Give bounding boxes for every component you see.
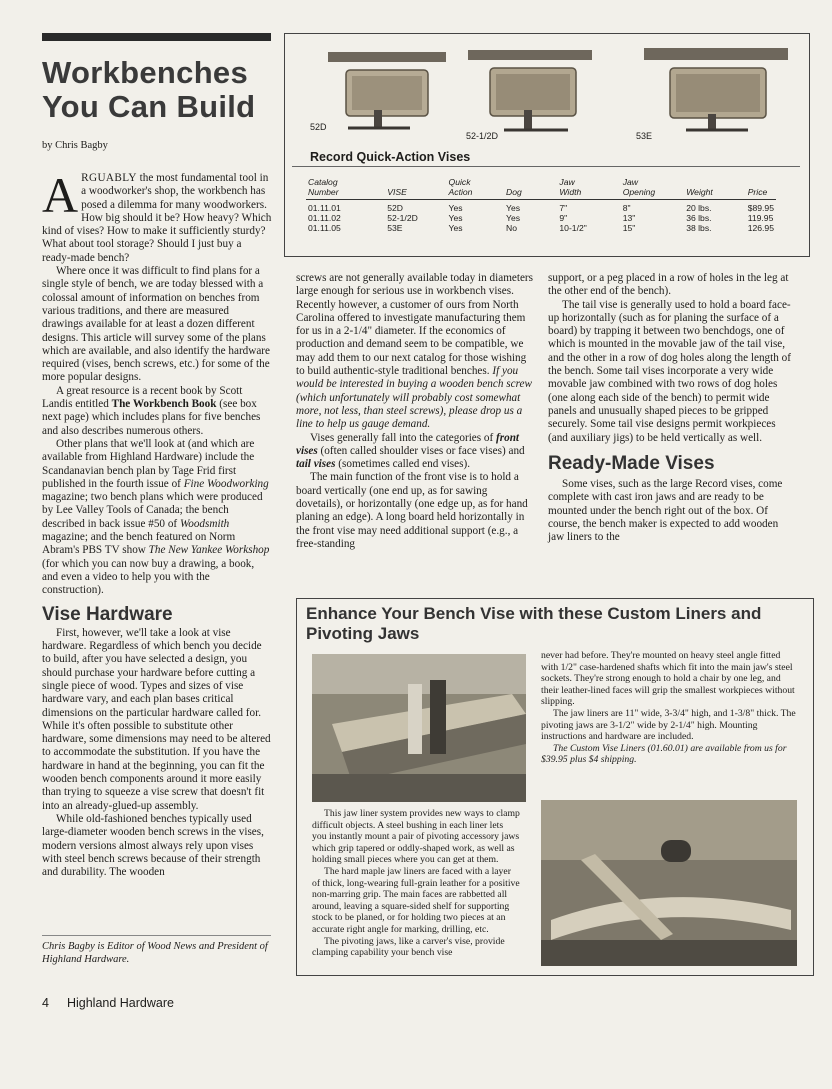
liner-box-title: Enhance Your Bench Vise with these Custom Liners and Pivoting Jaws — [306, 604, 762, 643]
lead-caps: RGUABLY — [81, 172, 137, 184]
paragraph: The tail vise is generally used to hold a board face-up horizontally (such as for planing the surface of a board) by trapping it between two benchdogs, one of which is mounted in the movable jaw of the tail vise, and the other in a row of dog holes along the length of the bench. Some tail vises incorporate a very wide movable jaw combined with two rows of dog holes (one along each side of the bench) to permit wide panels and unusually shaped pieces to be gripped securely. Some tail vise designs permit workpieces (and auxiliary jigs) to be held vertically as well. — [548, 298, 791, 444]
pivoting-jaws-photo — [541, 800, 797, 966]
author-note: Chris Bagby is Editor of Wood News and President of Highland Hardware. — [42, 941, 268, 965]
paragraph: Vises generally fall into the categories of front vises (often called shoulder vises or face vises) and tail vises (sometimes called end vises). — [296, 431, 525, 471]
column-header: VISE — [387, 187, 407, 197]
paragraph: The jaw liners are 11" wide, 3-3/4" high, and 1-3/8" thick. The pivoting jaws are 3-1/2" wide by 2-1/4" high. Mounting instructions and hardware are included. — [541, 707, 796, 743]
term-tail-vises: tail vises — [296, 458, 336, 471]
paragraph: The hard maple jaw liners are faced with a layer of thick, long-wearing full-grain leather for a positive non-marring grip. The main faces are rabbetted all around, leaving a square-sided shelf for supporting stock to be planed, or for holding two pieces at an accurate right angle for marking, drilling, etc. — [312, 865, 520, 935]
byline: by Chris Bagby — [42, 140, 108, 151]
header-rule — [42, 33, 271, 41]
price-note: The Custom Vise Liners (01.60.01) are available from us for $39.95 plus $4 shipping. — [541, 742, 787, 766]
left-column — [42, 167, 272, 879]
title-line-2: You Can Build — [42, 89, 256, 124]
table-row: 01.11.01 52D Yes Yes 7" 8" 20 lbs. $89.95 — [308, 203, 774, 213]
section-heading-vise-hardware: Vise Hardware — [42, 603, 173, 625]
paragraph: The main function of the front vise is to hold a board vertically (one end up, as for sawing dovetails), or horizontally (one edge up, as for hand planing an edge). A long board held horizontally in the front vise may need additional support (e.g., a free-standing — [296, 471, 528, 550]
column-header: Jaw Width — [559, 177, 582, 197]
paragraph: This jaw liner system provides new ways to clamp difficult objects. A steel bushing in each liner lets you instantly mount a pair of pivoting accessory jaws which grip tapered or oddly-shaped work, as well as holding small pieces where you can get at them. — [312, 808, 520, 866]
book-title: The Workbench Book — [111, 398, 217, 411]
table-row: 01.11.02 52-1/2D Yes Yes 9" 13" 36 lbs. 119.95 — [308, 213, 774, 223]
section-heading-ready-made-vises: Ready-Made Vises — [548, 452, 715, 474]
column-header: Jaw Opening — [622, 177, 656, 197]
vise-photo-52-1-2d — [462, 46, 596, 134]
divider — [42, 935, 271, 936]
article-title — [42, 56, 282, 124]
jaw-liner-photo — [312, 654, 526, 802]
table-header-row — [306, 177, 776, 200]
paragraph: Other plans that we'll look at (and which are available from Highland Hardware) include the Scandanavian bench plan by Tage Frid first published in the fourth issue of Fine Woodworking magazine; two bench plans which were produced by Lee Valley Tools of Canada; the bench described in back issue #50 of Woodsmith magazine; and the bench featured on Norm Abram's PBS TV show The New Yankee Workshop (for which you can now buy a drawing, a book, and even a video to help you with the construction). — [42, 437, 270, 597]
publication-name: Highland Hardware — [66, 996, 174, 1010]
vise-spec-table — [306, 177, 776, 233]
divider — [292, 166, 800, 167]
paragraph: The pivoting jaws, like a carver's vise, provide clamping capability your bench vise — [312, 935, 505, 959]
liner-left-text — [312, 808, 520, 959]
title-line-1: Workbenches — [42, 55, 249, 90]
paragraph: Some vises, such as the large Record vises, come complete with cast iron jaws and are ready to be mounted under the bench right out of the box. Of course, the bench maker is expected to add wooden jaw liners to the — [548, 478, 783, 544]
intro-text: the most fundamental tool in a woodworker's shop, the workbench has posed a dilemma for many woodworkers. How big should it be? How heavy? Which kind of vises? How to make it sufficiently sturdy? What about tool storage? Should I just buy a ready-made bench? — [42, 172, 272, 264]
paragraph: First, however, we'll take a look at vise hardware. Regardless of which bench you decide to build, after you have selected a design, you should purchase your hardware before cutting a single piece of wood. Types and sizes of vise hardware vary, and each plan bases critical dimensions on the particular hardware called for. While it's often possible to substitute other hardware, some dimensions may need to be altered to accommodate the substitution. If you have the hardware in hand at the beginning, you can fit the wooden bench components around it more easily than trying to squeeze a vise screw that doesn't fit into an already-glued-up assembly. — [42, 626, 271, 812]
column-header: Dog — [506, 187, 522, 197]
page-number: 4 — [42, 996, 49, 1010]
vise-label: 53E — [636, 131, 653, 141]
column-header: Price — [747, 187, 768, 197]
column-header: Catalog Number — [308, 177, 339, 197]
italic-request: If you would be interested in buying a wooden bench screw (which unfortunately will probably cost somewhat more, not less, than steel screws), please drop us a line to help us gauge demand. — [296, 365, 532, 431]
liner-right-text — [541, 650, 796, 766]
term-front-vises: front vises — [296, 431, 520, 457]
paragraph: A great resource is a recent book by Scott Landis entitled The Workbench Book (see box next page) which includes plans for five benches and also describes numerous others. — [42, 384, 261, 437]
paragraph: Where once it was difficult to find plans for a single style of bench, we are today blessed with a colossal amount of information on benches from various traditions, and there are measured drawings available for at least a dozen different designs. This article will survey some of the plans which are available, and also identify the hardware required (vises, bench screws, etc.) for some of the more popular designs. — [42, 265, 270, 384]
column-header: Weight — [686, 187, 713, 197]
vise-photo-52d — [318, 50, 452, 134]
intro-paragraph — [42, 167, 272, 265]
vise-label: 52D — [310, 122, 327, 132]
paragraph: While old-fashioned benches typically used large-diameter wooden bench screws in the vises, modern versions almost always rely upon vises with steel bench screws because of their strength and durability. The wooden — [42, 812, 264, 879]
middle-column — [296, 272, 533, 551]
page-footer — [42, 996, 174, 1010]
table-row: 01.11.05 53E Yes No 10-1/2" 15" 38 lbs. 126.95 — [308, 223, 774, 233]
vise-table-title: Record Quick-Action Vises — [310, 150, 471, 164]
vise-label: 52-1/2D — [466, 131, 499, 141]
magazine-title: Fine Woodworking — [183, 477, 269, 490]
column-header: Quick Action — [448, 177, 473, 197]
paragraph: support, or a peg placed in a row of holes in the leg at the other end of the bench). — [548, 272, 789, 298]
show-title: The New Yankee Workshop — [148, 544, 270, 557]
paragraph: screws are not generally available today in diameters large enough for serious use in workbench vises. Recently however, a customer of ours from North Carolina offered to investigate manufacturing them for us in a 2-1/4" diameter. If the economics of production and demand seem to be compatible, we may add them to our next catalog for those wishing to build authentic-style traditional benches. If you would be interested in buying a wooden bench screw (which unfortunately will probably cost somewhat more, not less, than steel screws), please drop us a line to help us gauge demand. — [296, 272, 534, 431]
magazine-title: Woodsmith — [179, 517, 230, 530]
right-column — [548, 272, 792, 545]
paragraph: never had before. They're mounted on heavy steel angle fitted with 1/2" case-hardened shafts which fit into the main jaw's steel sockets. They're strong enough to hold a chair by one leg, and their leather-lined faces will grip the smallest workpieces without slipping. — [541, 650, 795, 708]
dropcap: A — [42, 167, 79, 223]
vise-photo-53e — [632, 46, 794, 134]
